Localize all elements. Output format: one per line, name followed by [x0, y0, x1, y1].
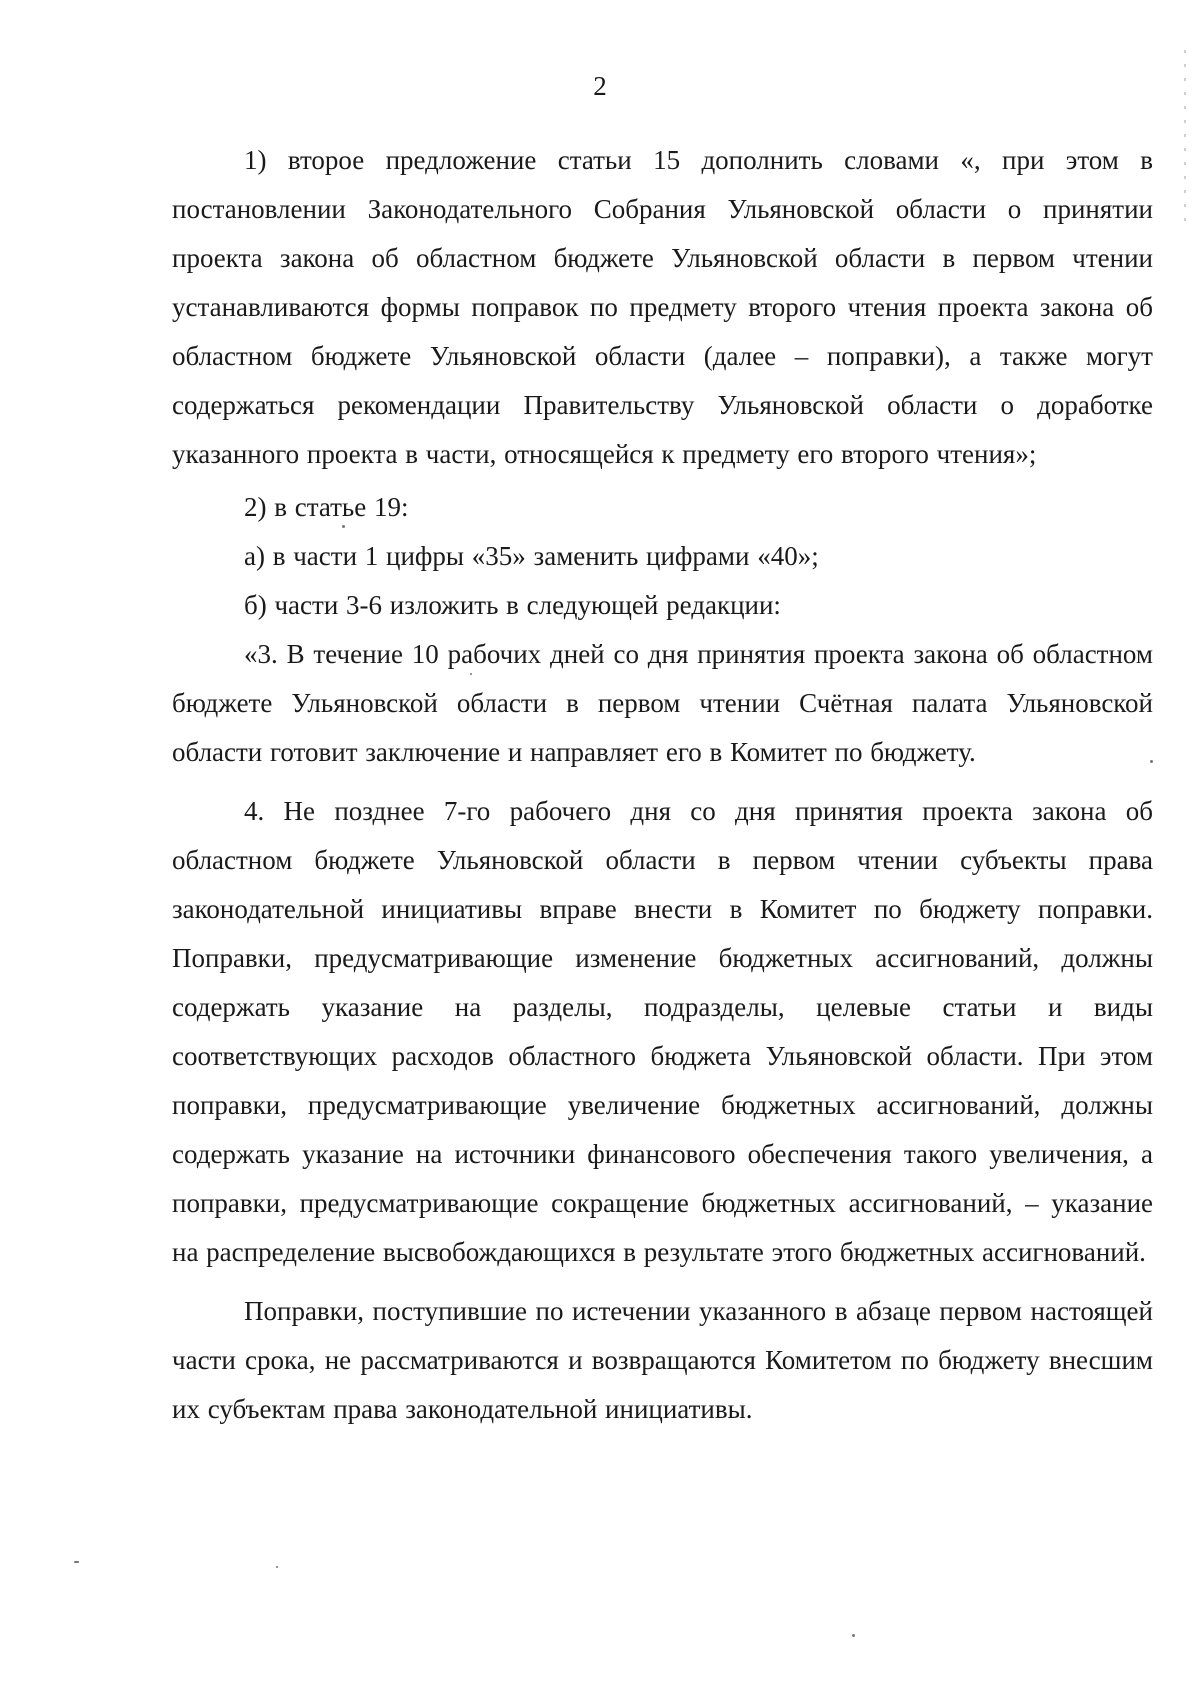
scan-speck — [470, 673, 472, 675]
paragraph-late-amendments: Поправки, поступившие по истечении указанного в абзаце первом настоящей части срока, не рассматриваются и возвращаются Комитетом по бюджету внесшим их субъектам права законодательной инициативы. — [172, 1296, 1153, 1424]
paragraph-part-3: «3. В течение 10 рабочих дней со дня принятия проекта закона об областном бюджете Ульяновской области в первом чтении Счётная палата Ульяновской области готовит заключение и направляет его в Комитет по бюджету. — [172, 639, 1153, 767]
page-number: 2 — [593, 71, 607, 101]
scan-speck — [74, 1561, 79, 1563]
document-body — [172, 136, 1153, 1434]
paragraph-amendment-1: 1) второе предложение статьи 15 дополнить словами «, при этом в постановлении Законодательного Собрания Ульяновской области о принятии проекта закона об областном бюджете Ульяновской области в первом чтении устанавливаются формы поправок по предмету второго чтения проекта закона об областном бюджете Ульяновской области (далее – поправки), а также могут содержаться рекомендации Правительству Ульяновской области о доработке указанного проекта в части, относящейся к предмету его второго чтения»; — [172, 145, 1153, 469]
scan-speck — [852, 1634, 855, 1637]
scan-speck — [342, 525, 345, 528]
paragraph-part-4: 4. Не позднее 7-го рабочего дня со дня принятия проекта закона об областном бюджете Ульяновской области в первом чтении субъекты права законодательной инициативы вправе внести в Комитет по бюджету поправки. Поправки, предусматривающие изменение бюджетных ассигнований, должны содержать указание на разделы, подразделы, целевые статьи и виды соответствующих расходов областного бюджета Ульяновской области. При этом поправки, предусматривающие увеличение бюджетных ассигнований, должны содержать указание на источники финансового обеспечения такого увеличения, а поправки, предусматривающие сокращение бюджетных ассигнований, – указание на распределение высвобождающихся в результате этого бюджетных ассигнований. — [172, 796, 1153, 1267]
scan-speck — [1150, 760, 1153, 763]
paragraph-amendment-2: 2) в статье 19: — [244, 492, 409, 522]
paragraph-amendment-2a: а) в части 1 цифры «35» заменить цифрами «40»; — [244, 541, 819, 571]
paragraph-amendment-2b: б) части 3-6 изложить в следующей редакции: — [244, 590, 781, 620]
scan-speck — [276, 1566, 278, 1568]
